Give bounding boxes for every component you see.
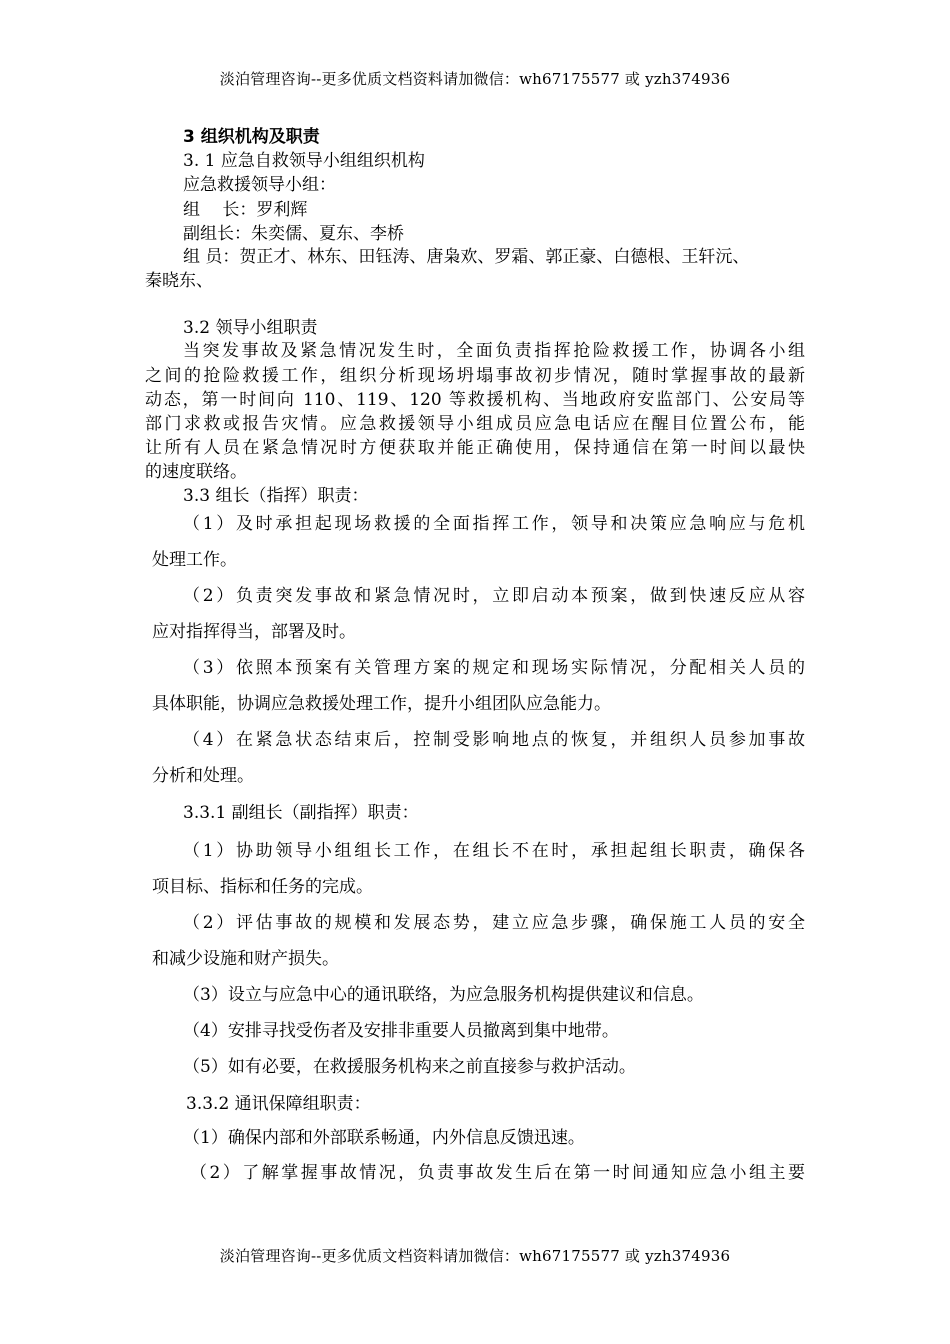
list-item: （3）依照本预案有关管理方案的规定和现场实际情况，分配相关人员的 — [183, 658, 805, 678]
paragraph-line: 的速度联络。 — [145, 462, 247, 482]
list-item-continued: 分析和处理。 — [152, 766, 254, 786]
list-item: （2）负责突发事故和紧急情况时，立即启动本预案，做到快速反应从容 — [183, 586, 805, 606]
list-item: （2）了解掌握事故情况，负责事故发生后在第一时间通知应急小组主要 — [190, 1163, 805, 1183]
list-item-continued: 应对指挥得当，部署及时。 — [152, 622, 356, 642]
list-item: （1）协助领导小组组长工作，在组长不在时，承担起组长职责，确保各 — [183, 841, 805, 861]
list-item-continued: 项目标、指标和任务的完成。 — [152, 877, 373, 897]
leader-line: 组 长：罗利辉 — [183, 200, 308, 220]
page-footer: 淡泊管理咨询--更多优质文档资料请加微信：wh67175577 或 yzh374936 — [219, 1247, 731, 1265]
subsection-title: 3.3.1 副组长（副指挥）职责： — [183, 803, 419, 823]
deputy-line: 副组长：朱奕儒、夏东、李桥 — [183, 224, 404, 244]
list-item: （4）在紧急状态结束后，控制受影响地点的恢复，并组织人员参加事故 — [183, 730, 805, 750]
list-item: （1）及时承担起现场救援的全面指挥工作，领导和决策应急响应与危机 — [183, 514, 805, 534]
paragraph-line: 当突发事故及紧急情况发生时，全面负责指挥抢险救援工作，协调各小组 — [183, 341, 805, 361]
group-title: 应急救援领导小组： — [183, 175, 336, 195]
paragraph-line: 部门求救或报告灾情。应急救援领导小组成员应急电话应在醒目位置公布，能 — [145, 414, 805, 434]
subsection-title: 3. 1 应急自救领导小组组织机构 — [183, 151, 425, 171]
members-line: 组 员：贺正才、林东、田钰涛、唐枭欢、罗霜、郭正豪、白德根、王轩沅、 — [183, 247, 750, 267]
list-item: （1）确保内部和外部联系畅通，内外信息反馈迅速。 — [183, 1128, 585, 1148]
paragraph-line: 让所有人员在紧急情况时方便获取并能正确使用，保持通信在第一时间以最快 — [145, 438, 805, 458]
members-line-continued: 秦晓东、 — [145, 271, 213, 291]
list-item-continued: 和减少设施和财产损失。 — [152, 949, 339, 969]
subsection-title: 3.3.2 通讯保障组职责： — [186, 1094, 371, 1114]
list-item: （4）安排寻找受伤者及安排非重要人员撤离到集中地带。 — [183, 1021, 619, 1041]
list-item-continued: 处理工作。 — [152, 550, 237, 570]
list-item: （5）如有必要，在救援服务机构来之前直接参与救护活动。 — [183, 1057, 636, 1077]
subsection-title: 3.3 组长（指挥）职责： — [183, 486, 369, 506]
section-title: 3 组织机构及职责 — [183, 127, 320, 147]
paragraph-line: 动态，第一时间向 110、119、120 等救援机构、当地政府安监部门、公安局等 — [145, 390, 805, 410]
list-item: （2）评估事故的规模和发展态势，建立应急步骤，确保施工人员的安全 — [183, 913, 805, 933]
list-item: （3）设立与应急中心的通讯联络，为应急服务机构提供建议和信息。 — [183, 985, 704, 1005]
list-item-continued: 具体职能，协调应急救援处理工作，提升小组团队应急能力。 — [152, 694, 611, 714]
paragraph-line: 之间的抢险救援工作，组织分析现场坍塌事故初步情况，随时掌握事故的最新 — [145, 366, 805, 386]
page-header: 淡泊管理咨询--更多优质文档资料请加微信：wh67175577 或 yzh374936 — [219, 70, 731, 88]
subsection-title: 3.2 领导小组职责 — [183, 318, 318, 338]
